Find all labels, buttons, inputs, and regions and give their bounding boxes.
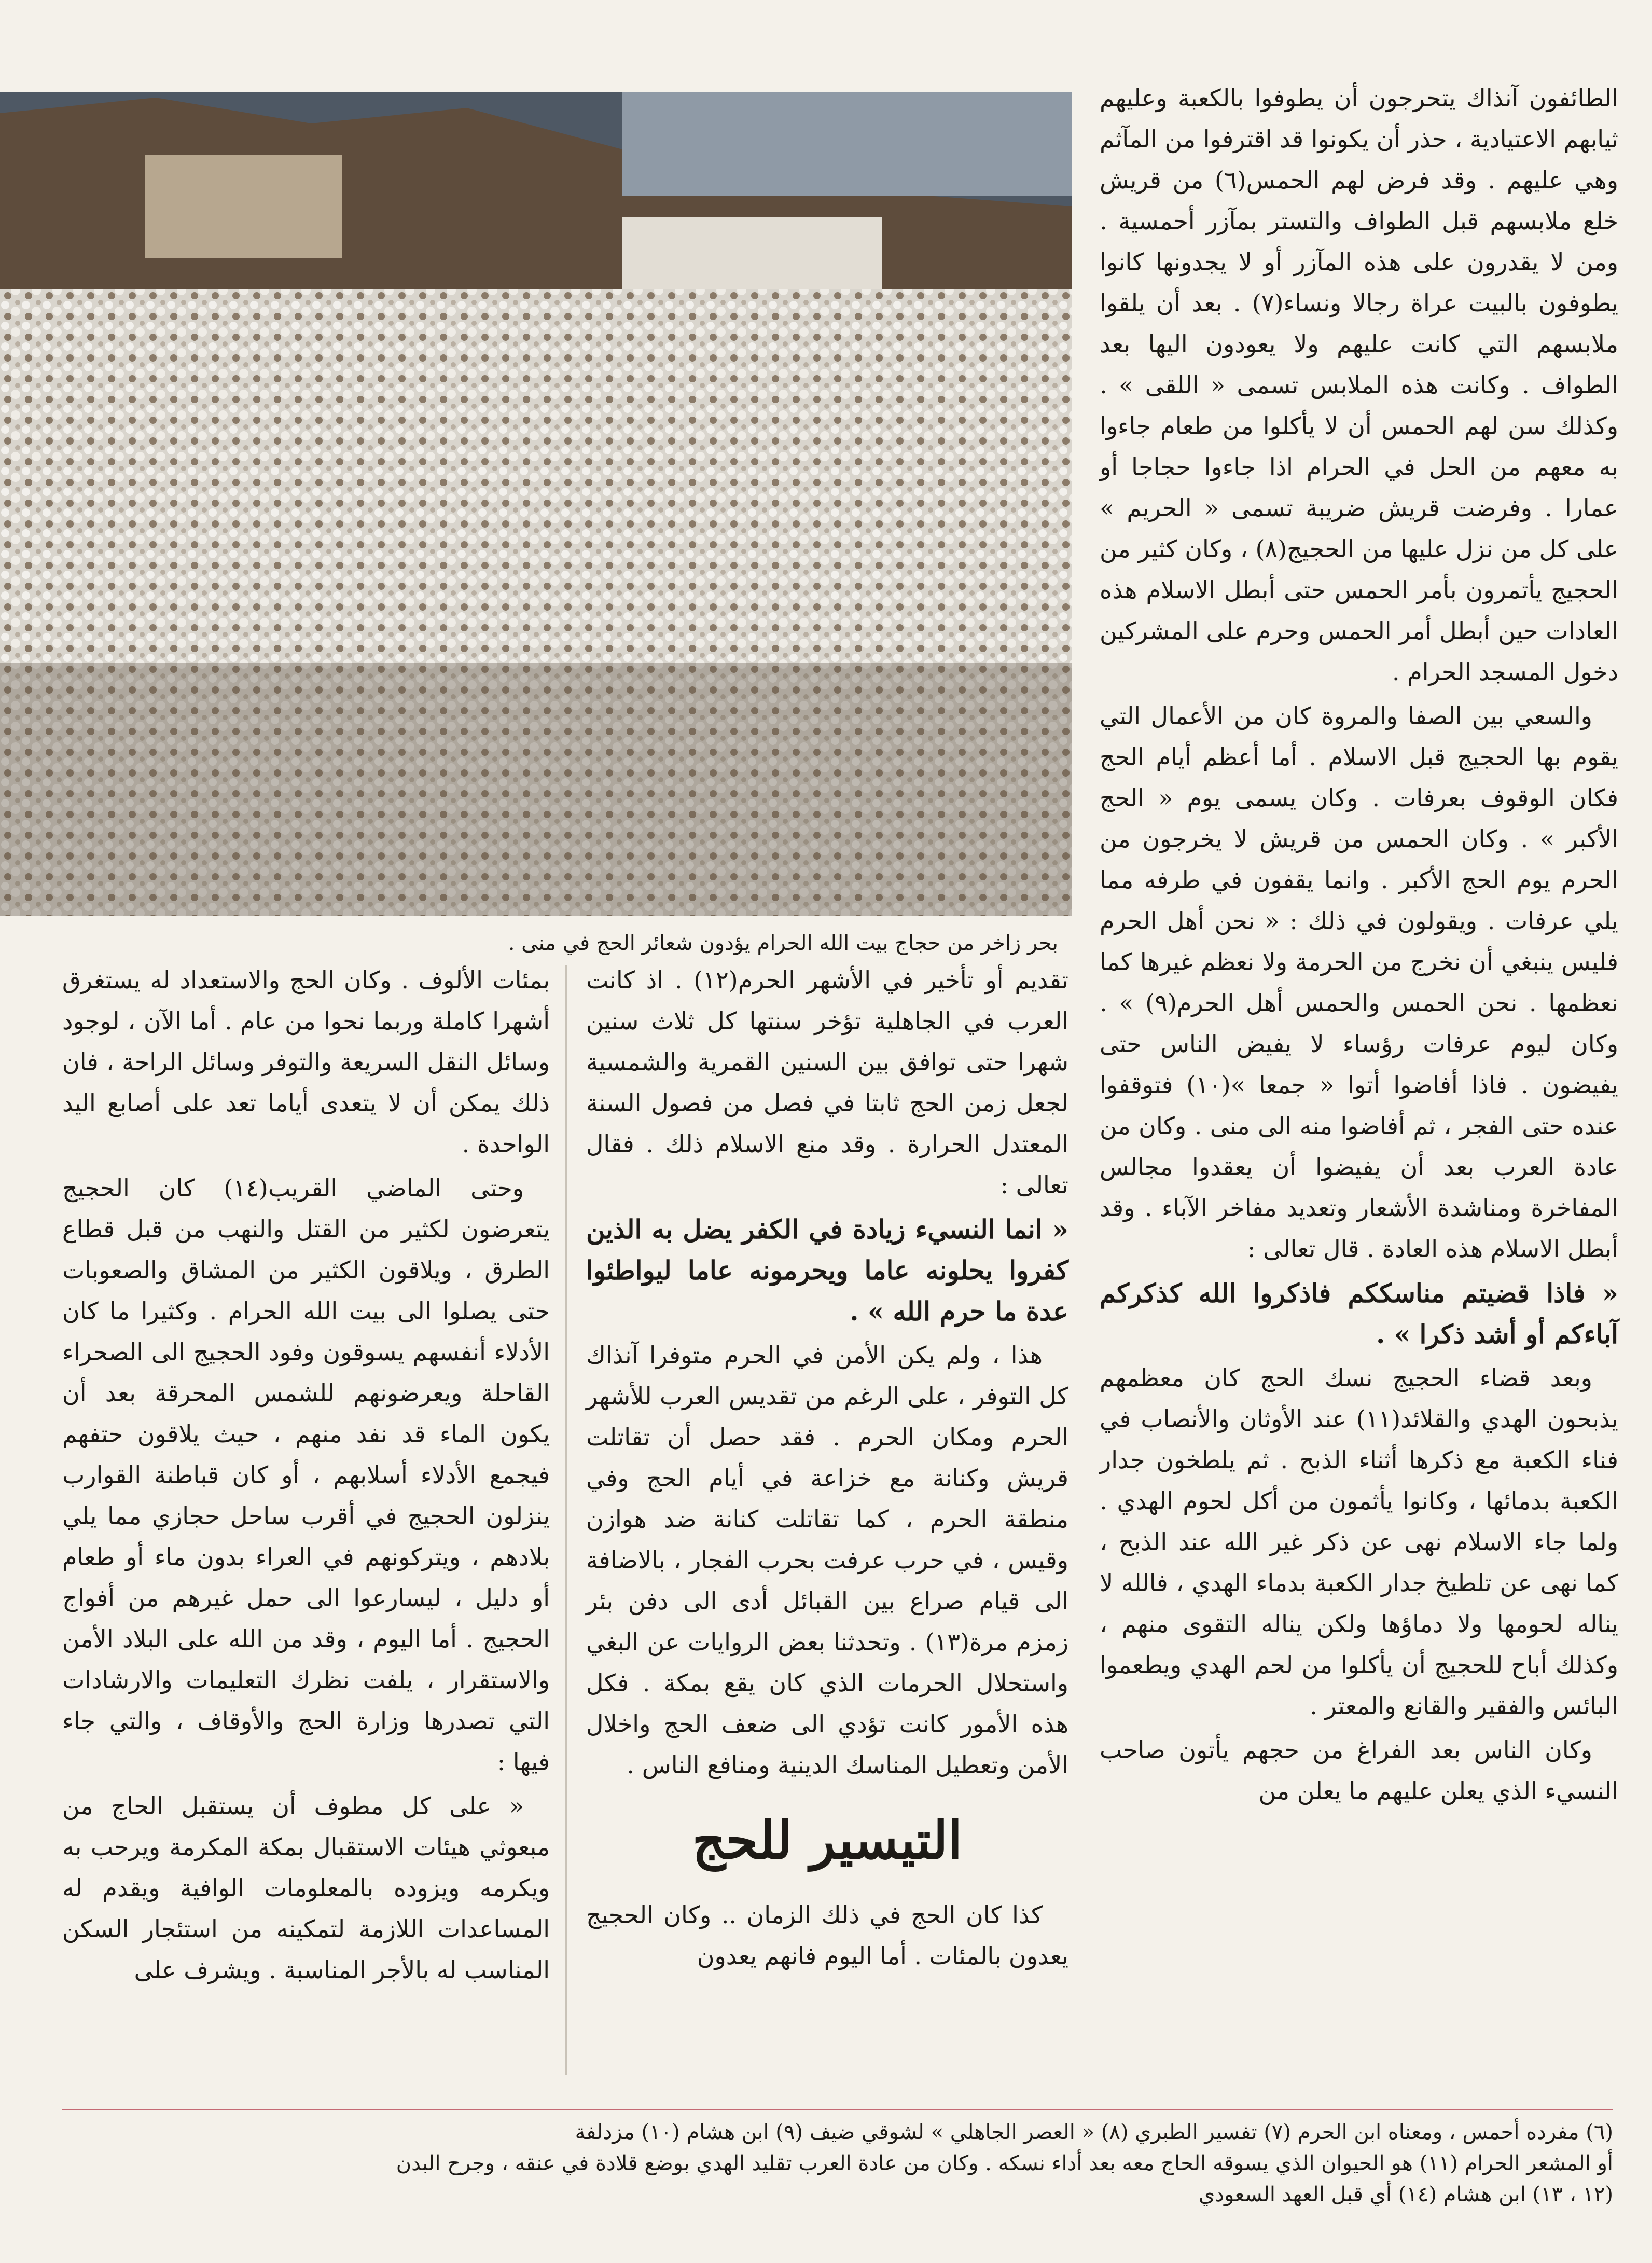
hajj-crowd-photo (0, 92, 1072, 916)
paragraph: بمئات الألوف . وكان الحج والاستعداد له يستغرق أشهرا كاملة وربما نحوا من عام . أما الآن ، لوجود وسائل النقل السريعة والتوفر وسائل الراحة ، فان ذلك يمكن أن لا يتعدى أياما تعد على أصابع اليد الواحدة . (62, 966, 550, 1158)
photo-caption: بحر زاخر من حجاج بيت الله الحرام يؤدون شعائر الحج في منى . (508, 931, 1058, 955)
footnote-line: (٦) مفرده أحمس ، ومعناه ابن الحرم (٧) تفسير الطبري (٨) « العصر الجاهلي » لشوقي ضيف (٩) ابن هشام (١٠) مزدلفة (575, 2120, 1613, 2144)
paragraph: تقديم أو تأخير في الأشهر الحرم(١٢) . اذ كانت العرب في الجاهلية تؤخر سنتها كل ثلاث سنين شهرا حتى توافق بين السنين القمرية والشمسية لجعل زمن الحج ثابتا في فصل من فصول السنة المعتدل الحرارة . وقد منع الاسلام ذلك . فقال تعالى : (586, 966, 1068, 1199)
paragraph: وكان الناس بعد الفراغ من حجهم يأتون صاحب النسيء الذي يعلن عليهم ما يعلن من (1100, 1736, 1618, 1805)
article-column-right (1100, 78, 1618, 1815)
footnote-line: (١٢ ، ١٣) ابن هشام (١٤) أي قبل العهد السعودي (1198, 2183, 1613, 2206)
paragraph: كذا كان الحج في ذلك الزمان .. وكان الحجيج يعدون بالمئات . أما اليوم فانهم يعدون (586, 1901, 1068, 1970)
quran-quote: « انما النسيء زيادة في الكفر يضل به الذين كفروا يحلونه عاما ويحرمونه عاما ليواطئوا عدة ما حرم الله » . (586, 1214, 1068, 1327)
footnote-line: أو المشعر الحرام (١١) هو الحيوان الذي يسوقه الحاج معه بعد أداء نسكه . وكان من عادة العرب تقليد الهدي بوضع قلادة في عنقه ، وجرح البدن (396, 2151, 1613, 2175)
quran-quote: « فاذا قضيتم مناسككم فاذكروا الله كذكركم آباءكم أو أشد ذكرا » . (1100, 1278, 1618, 1349)
article-column-middle (586, 960, 1068, 1980)
paragraph: « على كل مطوف أن يستقبل الحاج من مبعوثي هيئات الاستقبال بمكة المكرمة ويرحب به ويكرمه ويزوده بالمعلومات الوافية ويقدم له المساعدات اللازمة لتمكينه من استئجار السكن المناسب له بالأجر المناسبة . ويشرف على (62, 1792, 550, 1984)
paragraph: هذا ، ولم يكن الأمن في الحرم متوفرا آنذاك كل التوفر ، على الرغم من تقديس العرب للأشهر الحرم ومكان الحرم . فقد حصل أن تقاتلت قريش وكنانة مع خزاعة في أيام الحج وفي منطقة الحرم ، كما تقاتلت كنانة ضد هوازن وقيس ، في حرب عرفت بحرب الفجار ، بالاضافة الى قيام صراع بين القبائل أدى الى دفن بئر زمزم مرة(١٣) . وتحدثنا بعض الروايات عن البغي واستحلال الحرمات الذي كان يقع بمكة . فكل هذه الأمور كانت تؤدي الى ضعف الحج واخلال الأمن وتعطيل المناسك الدينية ومنافع الناس . (586, 1341, 1069, 1779)
paragraph: وحتى الماضي القريب(١٤) كان الحجيج يتعرضون لكثير من القتل والنهب من قبل قطاع الطرق ، ويلاقون الكثير من المشاق والصعوبات حتى يصلوا الى بيت الله الحرام . وكثيرا ما كان الأدلاء أنفسهم يسوقون وفود الحجيج الى الصحراء القاحلة ويعرضونهم للشمس المحرقة بعد أن يكون الماء قد نفد منهم ، حيث يلاقون حتفهم فيجمع الأدلاء أسلابهم ، أو كان قباطنة القوارب ينزلون الحجيج في أقرب ساحل حجازي مما يلي بلادهم ، ويتركونهم في العراء بدون ماء أو طعام أو دليل ، ليسارعوا الى حمل غيرهم من أفواج الحجيج . أما اليوم ، وقد من الله على البلاد الأمن والاستقرار ، يلفت نظرك التعليمات والارشادات التي تصدرها وزارة الحج والأوقاف ، والتي جاء فيها : (62, 1174, 550, 1776)
paragraph: الطائفون آنذاك يتحرجون أن يطوفوا بالكعبة وعليهم ثيابهم الاعتيادية ، حذر أن يكونوا قد اقترفوا من المآثم وهي عليهم . وقد فرض لهم الحمس(٦) من قريش خلع ملابسهم قبل الطواف والتستر بمآزر أحمسية . ومن لا يقدرون على هذه المآزر أو لا يجدونها كانوا يطوفون بالبيت عراة رجالا ونساء(٧) . بعد أن يلقوا ملابسهم التي كانت عليهم ولا يعودون اليها بعد الطواف . وكانت هذه الملابس تسمى « اللقى » . وكذلك سن لهم الحمس أن لا يأكلوا من طعام جاءوا به معهم من الحل في الحرام اذا جاءوا حجاجا أو عمارا . وفرضت قريش ضريبة تسمى « الحريم » على كل من نزل عليها من الحجيج(٨) ، وكان كثير من الحجيج يأتمرون بأمر الحمس حتى أبطل الاسلام هذه العادات حين أبطل أمر الحمس وحرم على المشركين دخول المسجد الحرام . (1100, 84, 1619, 686)
section-heading: التيسير للحج (692, 1810, 963, 1871)
footnotes (62, 2117, 1613, 2210)
column-divider (565, 965, 567, 2075)
footnote-rule (62, 2109, 1613, 2110)
crowd-image-icon (0, 92, 1072, 916)
paragraph: وبعد قضاء الحجيج نسك الحج كان معظمهم يذبحون الهدي والقلائد(١١) عند الأوثان والأنصاب في فناء الكعبة مع ذكرها أثناء الذبح . ثم يلطخون جدار الكعبة بدمائها ، وكانوا يأثمون من أكل لحوم الهدي . ولما جاء الاسلام نهى عن ذكر غير الله عند الذبح ، كما نهى عن تلطيخ جدار الكعبة بدماء الهدي ، فالله لا يناله لحومها ولا دماؤها ولكن يناله التقوى منهم ، وكذلك أباح للحجيج أن يأكلوا من لحم الهدي ويطعموا البائس والفقير والقانع والمعتر . (1100, 1364, 1618, 1720)
article-column-left (62, 960, 550, 1994)
paragraph: والسعي بين الصفا والمروة كان من الأعمال التي يقوم بها الحجيج قبل الاسلام . أما أعظم أيام الحج فكان الوقوف بعرفات . وكان يسمى يوم « الحج الأكبر » . وكان الحمس من قريش لا يخرجون من الحرم يوم الحج الأكبر . وانما يقفون في طرفه مما يلي عرفات . ويقولون في ذلك : « نحن أهل الحرم فليس ينبغي أن نخرج من الحرمة ولا نعظم غيرها كما نعظمها . نحن الحمس والحمس أهل الحرم(٩) » . وكان ليوم عرفات رؤساء لا يفيض الناس حتى يفيضون . فاذا أفاضوا أتوا « جمعا »(١٠) فتوقفوا عنده حتى الفجر ، ثم أفاضوا منه الى منى . وكان من عادة العرب بعد أن يفيضوا أن يعقدوا مجالس المفاخرة ومناشدة الأشعار وتعديد مفاخر الآباء . وقد أبطل الاسلام هذه العادة . قال تعالى : (1100, 702, 1619, 1263)
